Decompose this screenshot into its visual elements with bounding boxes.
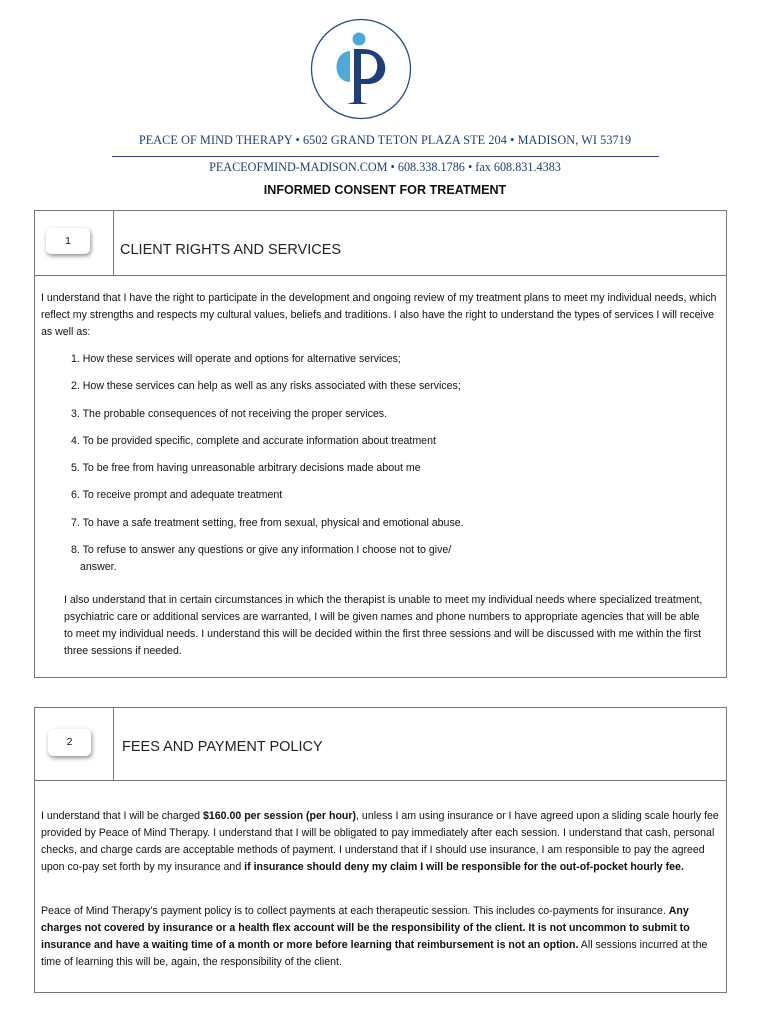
section-number-cell [35,211,114,275]
fees-paragraph [41,808,721,876]
document-title: INFORMED CONSENT FOR TREATMENT [263,183,507,197]
section-client-rights [34,210,727,678]
section-number-cell [35,708,114,780]
section-header [35,211,726,276]
referral-paragraph: I also understand that in certain circumstances in which the therapist is unable to meet my individual needs where specialized treatment, psychiatric care or additional services are warranted, I will be given names and phone numbers to appropriate agencies that will be able to meet my individual needs. I understand this will be decided within the first three sessions and will be discussed with me within the first three sessions if needed. [64,594,703,657]
rights-intro-paragraph: I understand that I have the right to participate in the development and ongoing review of my treatment plans to meet my individual needs, which reflect my strengths and respects my cultural values, beliefs and traditions. I also have the right to understand the types of services I will receive as well as: [41,292,717,338]
list-item: 7. To have a safe treatment setting, free from sexual, physical and emotional abuse. [71,516,464,529]
session-rate: $160.00 per session (per hour) [202,810,357,822]
section-fees-payment [34,707,727,993]
fees-text: I understand that I will be charged [41,810,203,822]
fees-text: , unless I am using insurance or I have agreed upon a sliding scale hourly fee provided by Peace of Mind Therapy. I understand that I will be obligated to pay immediately after each session. I understand that cash, personal checks, and charge cards are acceptable methods of payment. I understand that if I should use insurance, I am responsible to pay the agreed upon co-pay set forth by my insurance and [41,810,719,873]
list-item-continuation: answer. [80,561,117,574]
section-header [35,708,726,781]
section-title: FEES AND PAYMENT POLICY [122,739,323,755]
payment-policy-paragraph [41,903,721,971]
list-item-text: 8. To refuse to answer any questions or give any information I choose not to give/ [71,544,452,557]
rights-list [71,351,691,586]
header-divider [112,156,659,157]
list-item: 5. To be free from having unreasonable arbitrary decisions made about me [71,462,421,475]
insurance-denial-note: if insurance should deny my claim I will be responsible for the out-of-pocket hourly fee. [244,861,684,873]
list-item: 1. How these services will operate and options for alternative services; [71,353,401,365]
list-item [71,542,691,576]
practice-contact: PEACEOFMIND-MADISON.COM • 608.338.1786 • fax 608.831.4383 [209,160,561,174]
pi-logo-icon [310,18,412,120]
list-item: 6. To receive prompt and adequate treatment [71,489,283,502]
section-number-badge: 1 [46,228,90,254]
list-item: 3. The probable consequences of not receiving the proper services. [71,407,388,420]
list-item: 2. How these services can help as well as any risks associated with these services; [71,380,461,393]
section-title: CLIENT RIGHTS AND SERVICES [120,242,342,258]
practice-address: PEACE OF MIND THERAPY • 6502 GRAND TETON PLAZA STE 204 • MADISON, WI 53719 [138,133,632,147]
uncovered-charges-note: Any charges not covered by insurance or a health flex account will be the responsibility of the client. It is not uncommon to submit to insurance and have a waiting time of a month or more before learning that reimbursement is not an option. [41,905,690,951]
section-number-badge: 2 [48,729,91,756]
policy-text: Peace of Mind Therapy’s payment policy is to collect payments at each therapeutic session. This includes co-payments for insurance. [41,905,669,917]
list-item: 4. To be provided specific, complete and accurate information about treatment [71,434,436,447]
policy-text: All sessions incurred at the time of learning this will be, again, the responsibility of the client. [41,939,708,968]
